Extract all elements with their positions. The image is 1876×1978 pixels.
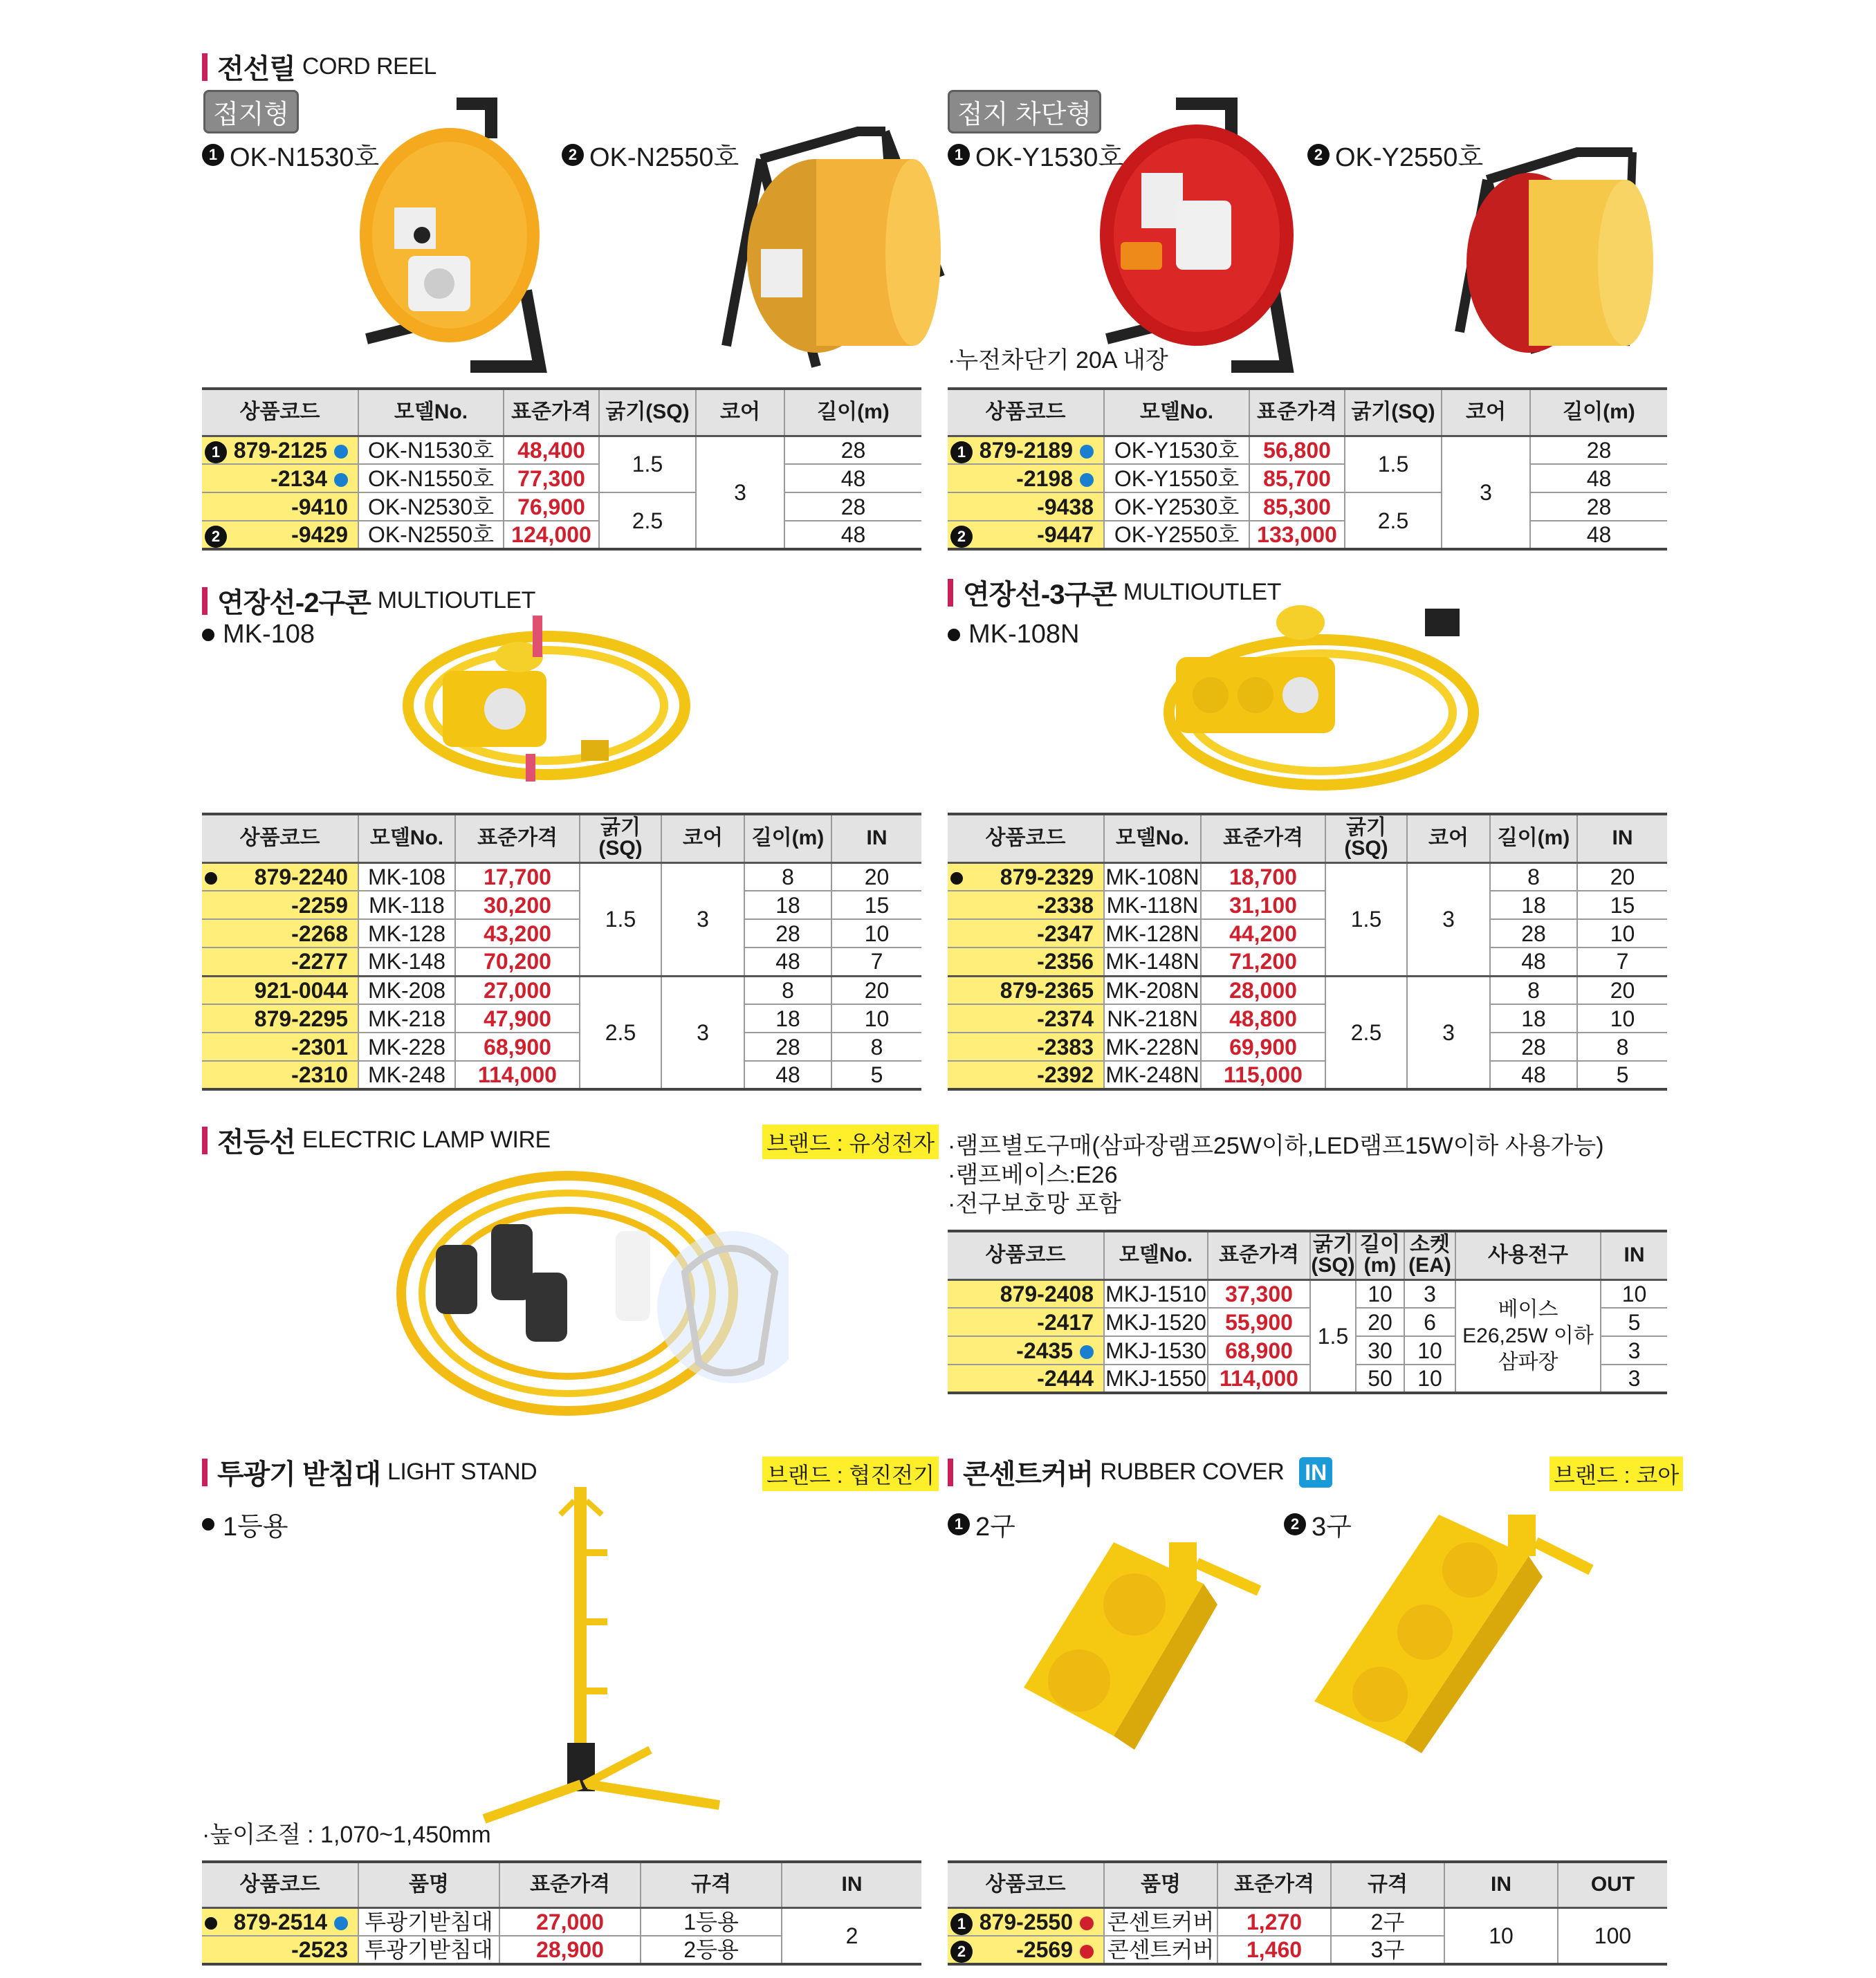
table-row: -2134 OK-N1550호 77,300 48 — [202, 464, 921, 492]
item-label-3: 1 OK-Y1530호 — [948, 136, 1123, 174]
item-label-1: 1 OK-N1530호 — [202, 136, 379, 174]
table-row: 2 -9447 OK-Y2550호 133,000 48 — [948, 521, 1667, 549]
col-core: 코어 — [696, 389, 784, 436]
col-length: 길이(m) — [784, 389, 921, 436]
table-row: 1 879-2125 OK-N1530호 48,400 1.5 3 28 — [202, 436, 921, 464]
lamp-note-2: ·램프베이스:E26 — [948, 1162, 1118, 1188]
table-row: -2310 MK-248 114,000 48 5 — [202, 1061, 921, 1089]
multioutlet-2-table: 상품코드 모델No. 표준가격 굵기(SQ) 코어 길이(m) IN 879-2240 MK-108 17,700 1.5 3 8 20 -2259 MK-118 30,200 18 15 -2268 MK-128 43,200 28 10 -2277 MK-148 70,200 48 7 921-0044 MK-208 27,000 2.5 3 8 20 879-2295 MK-218 47,900 18 10 -2301 MK-228 68,900 28 8 -2310 MK-248 114,000 48 5 — [202, 813, 921, 1091]
rubber-cover-3-image — [1300, 1508, 1605, 1757]
table-row: -2444 MKJ-1550 114,000 50 10 3 — [948, 1365, 1667, 1393]
new-in-badge: IN — [1299, 1457, 1332, 1488]
lamp-note-3: ·전구보호망 포함 — [948, 1191, 1121, 1217]
section-title-multioutlet-2: 연장선-2구콘 MULTIOUTLET — [202, 581, 535, 620]
item-label-mk108: MK-108 — [202, 620, 315, 649]
col-price: 표준가격 — [504, 389, 599, 436]
item-label-1-lamp: 1등용 — [202, 1505, 288, 1543]
table-row: -2374 NK-218N 48,800 18 10 — [948, 1004, 1667, 1033]
table-row: -2347 MK-128N 44,200 28 10 — [948, 919, 1667, 948]
section-title-light-stand: 투광기 받침대 LIGHT STAND — [202, 1452, 537, 1492]
table-row: -9410 OK-N2530호 76,900 2.5 28 — [202, 492, 921, 521]
cord-reel-yellow-front-image — [353, 97, 560, 387]
table-row: 921-0044 MK-208 27,000 2.5 3 8 20 — [202, 976, 921, 1004]
brand-hyupjin: 브랜드 : 협진전기 — [762, 1457, 939, 1491]
item-label-3-outlet: 2 3구 — [1284, 1505, 1352, 1543]
table-row: 1 879-2550 콘센트커버 1,270 2구 10 100 — [948, 1907, 1667, 1936]
table-row: -2338 MK-118N 31,100 18 15 — [948, 891, 1667, 919]
lamp-wire-image — [387, 1162, 789, 1425]
cord-reel-yellow-side-image — [719, 118, 948, 387]
cord-reel-table-breaker: 상품코드 모델No. 표준가격 굵기(SQ) 코어 길이(m) 1 879-2189 OK-Y1530호 56,800 1.5 3 28 -2198 OK-Y1550호 85,700 48 -9438 OK-Y2530호 85,300 2.5 28 2 -9447 OK-Y2550호 133,000 48 — [948, 387, 1667, 551]
table-row: -2301 MK-228 68,900 28 8 — [202, 1033, 921, 1061]
table-row: 2 -2569 콘센트커버 1,460 3구 — [948, 1936, 1667, 1964]
multioutlet-3-image — [1162, 595, 1480, 795]
cord-reel-red-side-image — [1453, 138, 1674, 373]
col-model: 모델No. — [358, 389, 504, 436]
table-row: 1 879-2189 OK-Y1530호 56,800 1.5 3 28 — [948, 436, 1667, 464]
multioutlet-2-image — [401, 616, 692, 782]
light-stand-image — [470, 1480, 733, 1826]
item-label-2: 2 OK-N2550호 — [562, 136, 739, 174]
lamp-note-1: ·램프별도구매(삼파장램프25W이하,LED램프15W이하 사용가능) — [948, 1133, 1604, 1159]
rubber-cover-table: 상품코드 품명 표준가격 규격 IN OUT 1 879-2550 콘센트커버 1,270 2구 10 100 2 -2569 콘센트커버 1,460 3구 — [948, 1860, 1667, 1966]
table-row: -2198 OK-Y1550호 85,700 48 — [948, 464, 1667, 492]
grounded-tag: 접지형 — [203, 90, 299, 133]
light-stand-table: 상품코드 품명 표준가격 규격 IN 879-2514 투광기받침대 27,000 1등용 2 -2523 투광기받침대 28,900 2등용 — [202, 1860, 921, 1966]
item-label-4: 2 OK-Y2550호 — [1307, 136, 1483, 174]
table-row: -2435 MKJ-1530 68,900 30 10 3 — [948, 1336, 1667, 1365]
col-sq: 굵기(SQ) — [599, 389, 696, 436]
section-title-cord-reel — [202, 47, 436, 86]
brand-koa: 브랜드 : 코아 — [1549, 1457, 1683, 1491]
table-row: -2523 투광기받침대 28,900 2등용 — [202, 1936, 921, 1964]
table-row: -2417 MKJ-1520 55,900 20 6 5 — [948, 1308, 1667, 1336]
table-row: -2383 MK-228N 69,900 28 8 — [948, 1033, 1667, 1061]
table-row: -9438 OK-Y2530호 85,300 2.5 28 — [948, 492, 1667, 521]
brand-yusung: 브랜드 : 유성전자 — [762, 1125, 939, 1159]
table-row: 2 -9429 OK-N2550호 124,000 48 — [202, 521, 921, 549]
table-row: -2392 MK-248N 115,000 48 5 — [948, 1061, 1667, 1089]
section-title-rubber-cover: 콘센트커버 RUBBER COVER IN — [948, 1452, 1332, 1492]
breaker-note: ·누전차단기 20A 내장 — [948, 347, 1168, 373]
table-row: -2277 MK-148 70,200 48 7 — [202, 948, 921, 976]
rubber-cover-2-image — [1010, 1528, 1273, 1757]
item-label-mk108n: MK-108N — [948, 620, 1080, 649]
title-en: CORD REEL — [302, 53, 436, 80]
table-row: -2259 MK-118 30,200 18 15 — [202, 891, 921, 919]
title-ko: 전선릴 — [217, 54, 295, 84]
section-title-multioutlet-3: 연장선-3구콘 MULTIOUTLET — [948, 573, 1281, 612]
table-row: 879-2295 MK-218 47,900 18 10 — [202, 1004, 921, 1033]
multioutlet-3-table: 상품코드 모델No. 표준가격 굵기(SQ) 코어 길이(m) IN 879-2329 MK-108N 18,700 1.5 3 8 20 -2338 MK-118N 31,100 18 15 -2347 MK-128N 44,200 28 10 -2356 MK-148N 71,200 48 7 879-2365 MK-208N 28,000 2.5 3 8 20 -2374 NK-218N 48,800 18 10 -2383 MK-228N 69,900 28 8 -2392 MK-248N 115,000 48 5 — [948, 813, 1667, 1091]
cord-reel-table-grounded — [202, 387, 921, 551]
title-accent-bar — [202, 53, 208, 81]
cord-reel-red-front-image — [1093, 90, 1314, 380]
col-code: 상품코드 — [202, 389, 358, 436]
table-row: 879-2329 MK-108N 18,700 1.5 3 8 20 — [948, 862, 1667, 891]
item-label-2-outlet: 1 2구 — [948, 1505, 1015, 1543]
table-row: 879-2514 투광기받침대 27,000 1등용 2 — [202, 1907, 921, 1936]
breaker-tag: 접지 차단형 — [948, 90, 1101, 133]
section-title-lamp-wire: 전등선 ELECTRIC LAMP WIRE — [202, 1120, 551, 1160]
height-note: ·높이조절 : 1,070~1,450mm — [202, 1822, 491, 1848]
table-row: -2268 MK-128 43,200 28 10 — [202, 919, 921, 948]
table-row: 879-2365 MK-208N 28,000 2.5 3 8 20 — [948, 976, 1667, 1004]
table-row: -2356 MK-148N 71,200 48 7 — [948, 948, 1667, 976]
lamp-wire-table: 상품코드 모델No. 표준가격 굵기(SQ) 길이(m) 소켓(EA) 사용전구 IN 879-2408 MKJ-1510 37,300 1.5 10 3 베이스E26,25W 이하삼파장 10 -2417 MKJ-1520 55,900 20 6 5 -2435 MKJ-1530 68,900 30 10 3 -2444 MKJ-1550 114,000 50 10 3 — [948, 1230, 1667, 1394]
table-row: 879-2408 MKJ-1510 37,300 1.5 10 3 베이스E26,25W 이하삼파장 10 — [948, 1279, 1667, 1308]
table-row: 879-2240 MK-108 17,700 1.5 3 8 20 — [202, 862, 921, 891]
